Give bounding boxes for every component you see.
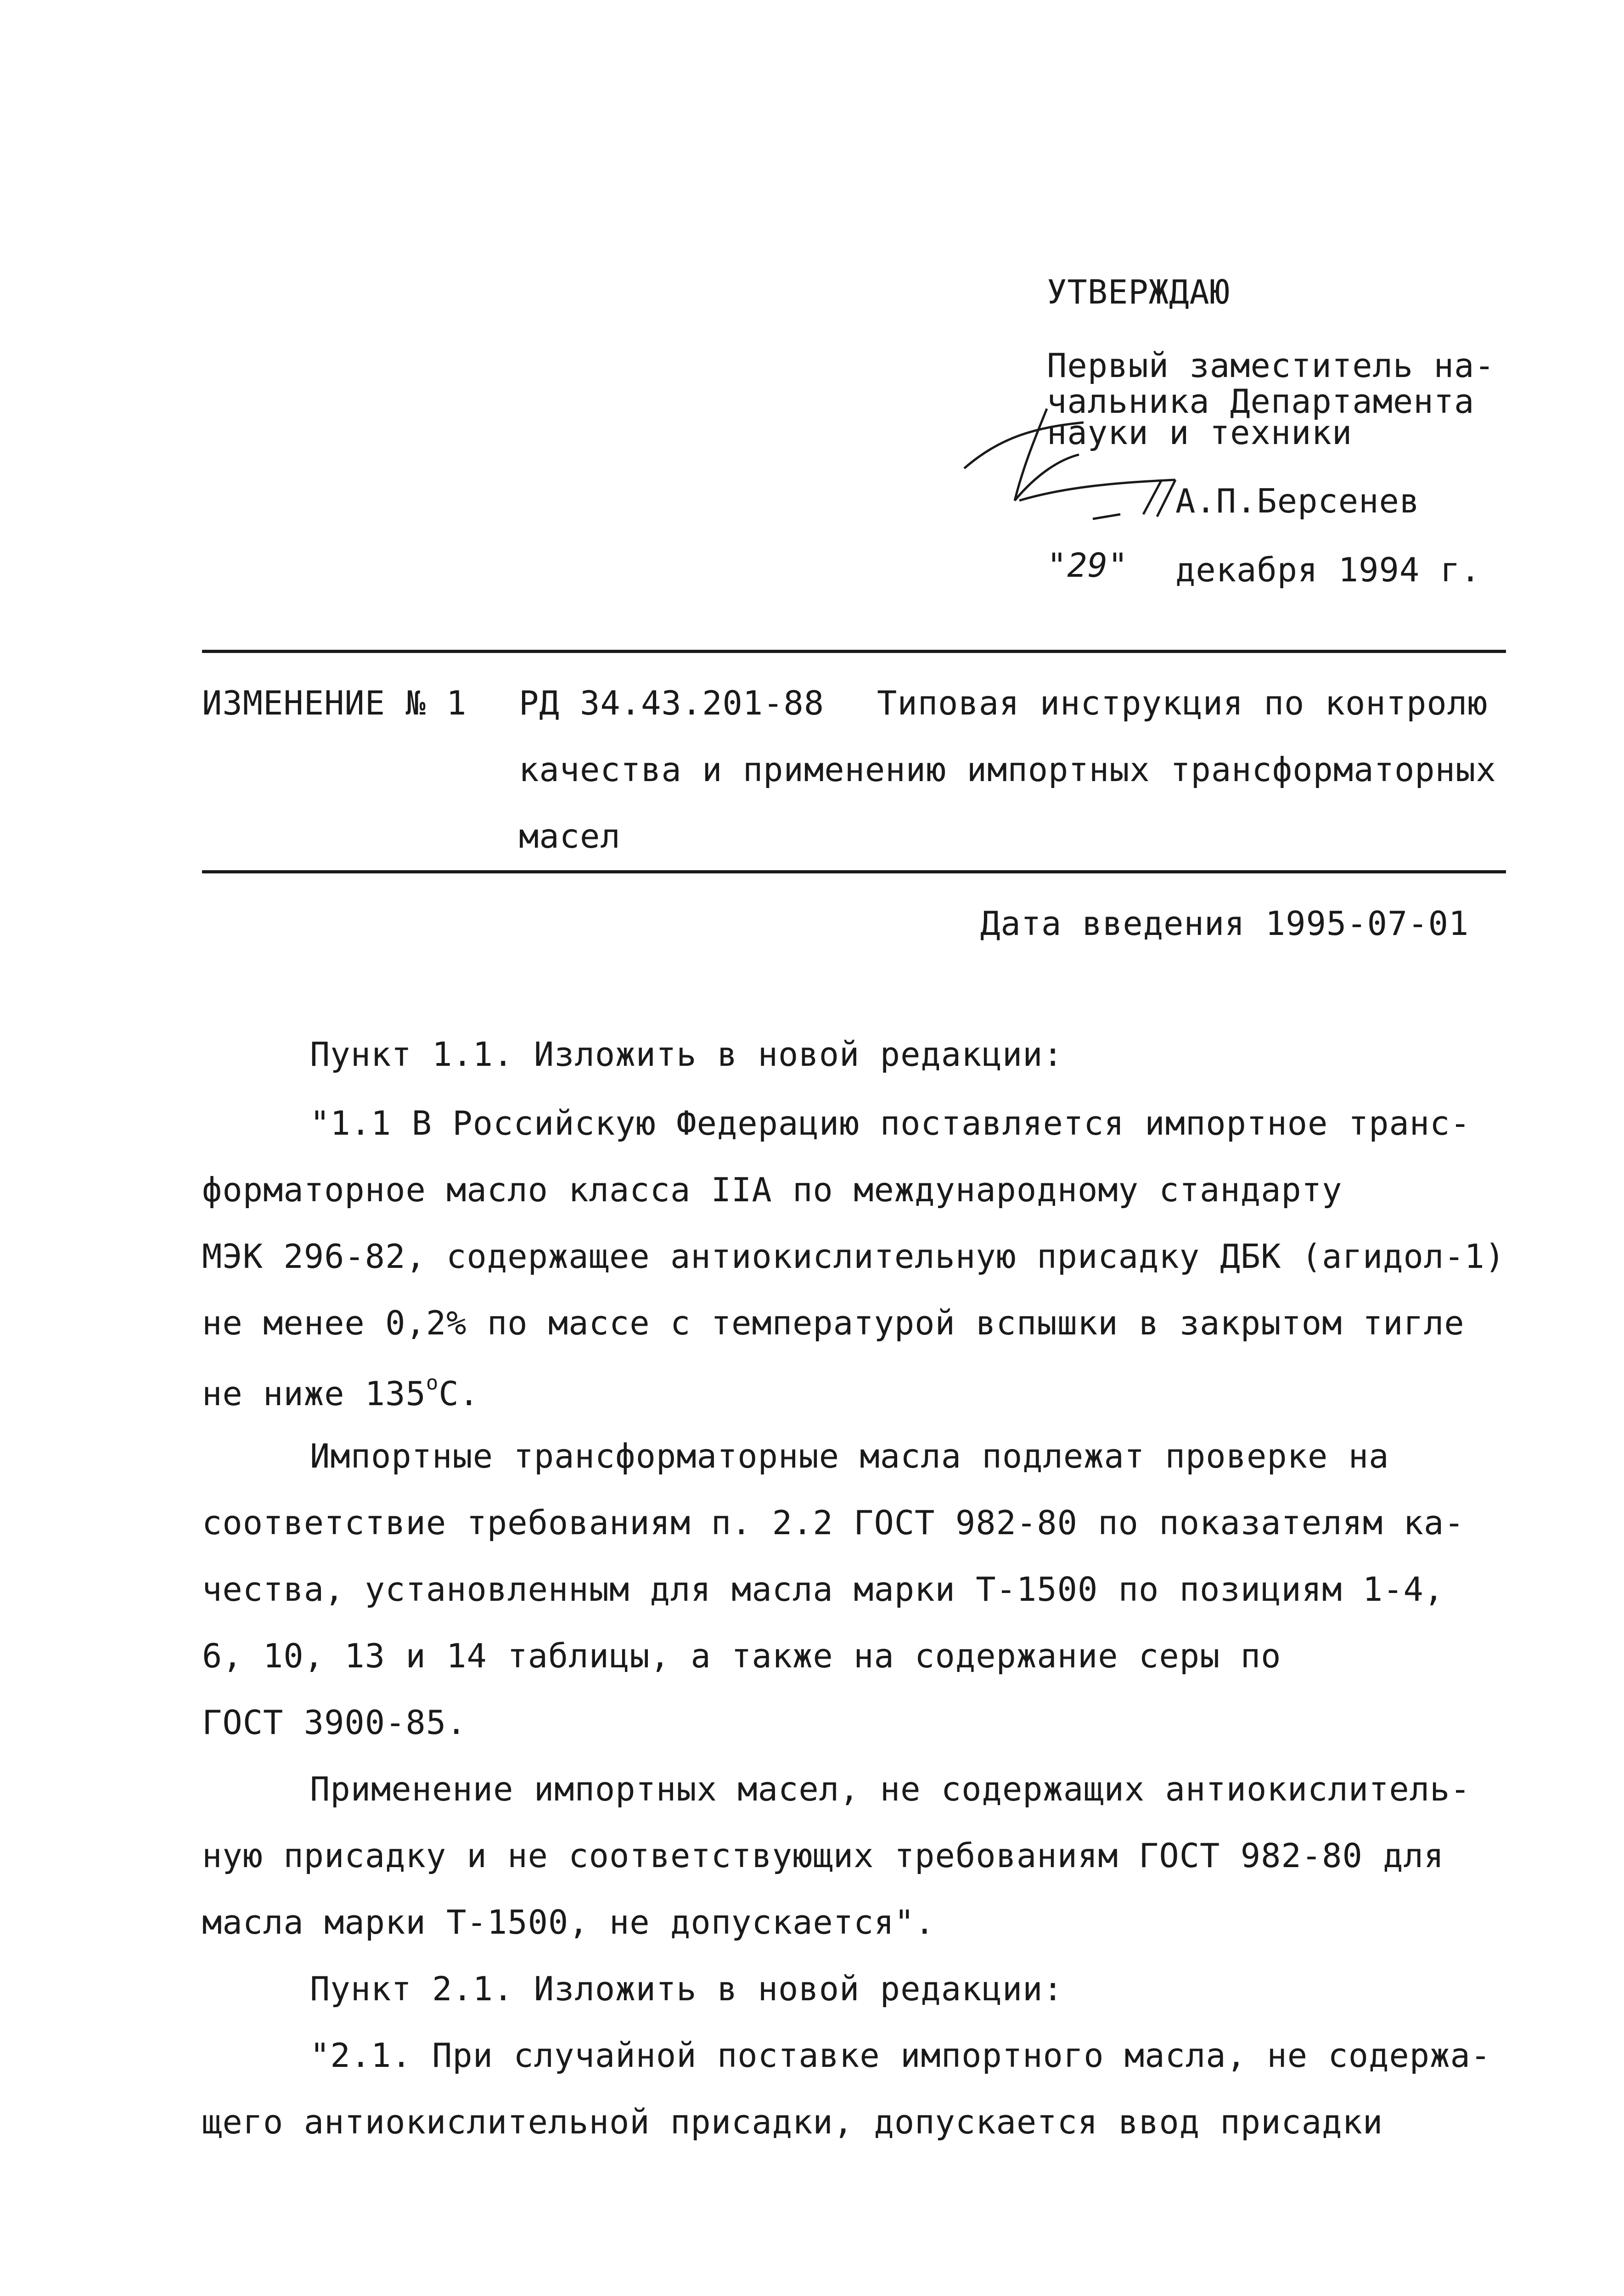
clause-1-1-line1: "1.1 В Российскую Федерацию поставляется импортное транс- [310, 1104, 1471, 1142]
approval-date: декабря 1994 г. [1175, 551, 1481, 589]
approver-name: А.П.Берсенев [1175, 482, 1420, 520]
change-number: ИЗМЕНЕНИЕ № 1 [202, 684, 467, 722]
paragraph-3-line2: ную присадку и не соответствующих требованиям ГОСТ 982-80 для [202, 1836, 1444, 1875]
paragraph-2-line4: 6, 10, 13 и 14 таблицы, а также на содержание серы по [202, 1637, 1281, 1675]
approval-date-day: "29" [1047, 546, 1129, 585]
approval-position-line3: науки и техники [1047, 413, 1353, 452]
document-number: РД 34.43.201-88 [519, 684, 825, 722]
flash-point-text: не ниже 135 [202, 1374, 426, 1413]
degree-sign: о [426, 1371, 439, 1395]
clause-2-1-line2: щего антиокислительной присадки, допускается ввод присадки [202, 2103, 1383, 2141]
document-title-line3: масел [519, 817, 621, 855]
clause-2-1-heading: Пункт 2.1. Изложить в новой редакции: [310, 1970, 1063, 2008]
bottom-rule [202, 870, 1506, 873]
clause-1-1-line4: не менее 0,2% по массе с температурой вспышки в закрытом тигле [202, 1304, 1465, 1342]
paragraph-2-line3: чества, установленным для масла марки Т-1500 по позициям 1-4, [202, 1570, 1444, 1609]
handwritten-signature [946, 395, 1231, 542]
celsius-unit: С. [438, 1374, 480, 1413]
clause-1-1-line2: форматорное масло класса IIA по международному стандарту [202, 1171, 1343, 1209]
clause-1-1-line5 [202, 1371, 480, 1413]
paragraph-2-line2: соответствие требованиям п. 2.2 ГОСТ 982-80 по показателям ка- [202, 1503, 1465, 1542]
clause-1-1-line3: МЭК 296-82, содержащее антиокислительную присадку ДБК (агидол-1) [202, 1237, 1506, 1276]
document-title-line1: Типовая инструкция по контролю [877, 684, 1488, 722]
clause-2-1-line1: "2.1. При случайной поставке импортного масла, не содержа- [310, 2036, 1491, 2075]
paragraph-2-line1: Импортные трансформаторные масла подлежат проверке на [310, 1437, 1389, 1475]
approval-heading: УТВЕРЖДАЮ [1047, 273, 1231, 311]
effective-date: Дата введения 1995-07-01 [980, 904, 1469, 943]
document-title-line2: качества и применению импортных трансформаторных [519, 750, 1496, 789]
paragraph-3-line3: масла марки Т-1500, не допускается". [202, 1903, 935, 1941]
approval-position-line1: Первый заместитель на- [1047, 346, 1495, 385]
paragraph-2-line5: ГОСТ 3900-85. [202, 1703, 467, 1742]
clause-1-1-heading: Пункт 1.1. Изложить в новой редакции: [310, 1035, 1063, 1074]
approval-position-line2: чальника Департамента [1047, 382, 1475, 421]
top-rule [202, 650, 1506, 653]
paragraph-3-line1: Применение импортных масел, не содержащих антиокислитель- [310, 1770, 1471, 1808]
